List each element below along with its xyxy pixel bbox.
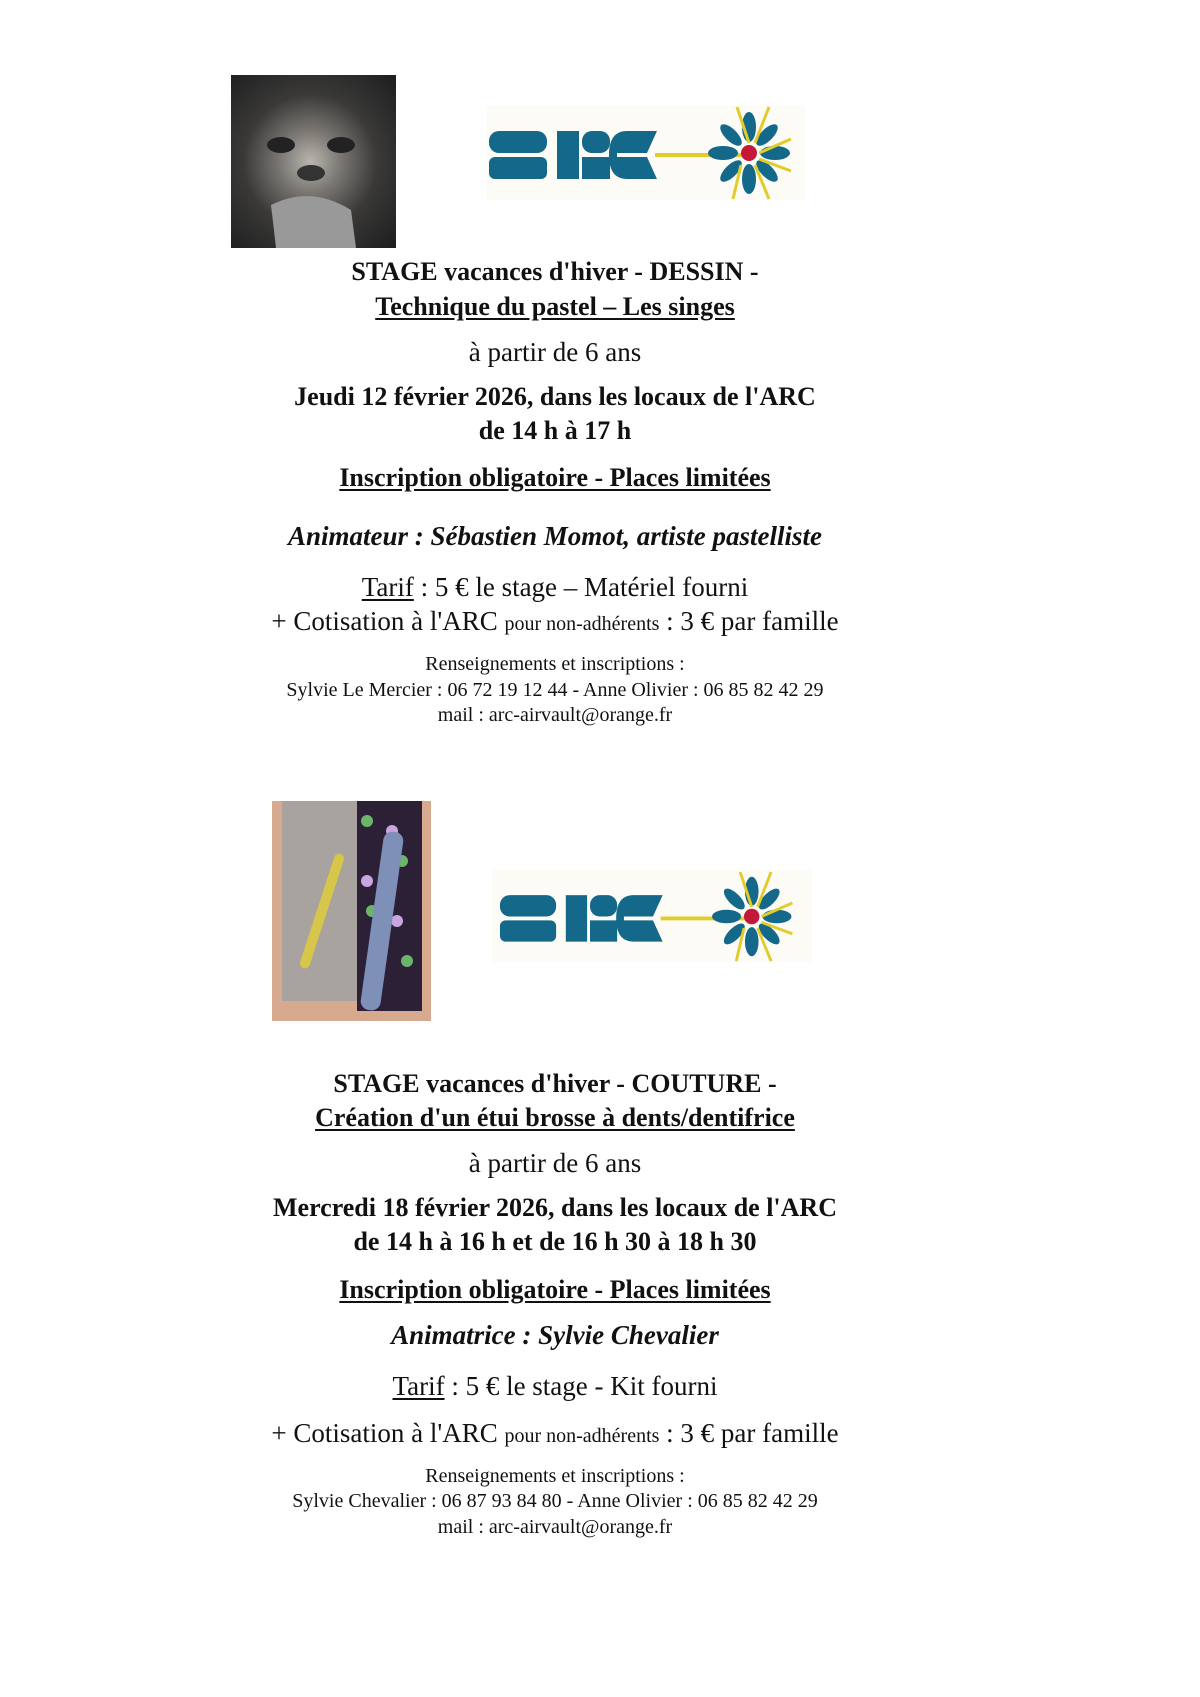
event-time: de 14 h à 17 h <box>478 416 632 445</box>
age-requirement: à partir de 6 ans <box>468 337 642 367</box>
event-date: Mercredi 18 février 2026, dans les locaux de l'ARC <box>273 1193 837 1222</box>
info-title: Renseignements et inscriptions : <box>425 653 685 675</box>
event-title: STAGE vacances d'hiver - DESSIN - <box>351 257 759 286</box>
arc-logo <box>492 870 812 962</box>
age-requirement: à partir de 6 ans <box>468 1148 642 1178</box>
fee-amount: : 3 € par famille <box>659 1418 839 1448</box>
membership-fee <box>0 608 1110 635</box>
tarif-value: : 5 € le stage - Kit fourni <box>444 1371 718 1401</box>
fee-label: + Cotisation à l'ARC <box>271 1418 505 1448</box>
registration-notice: Inscription obligatoire - Places limitées <box>339 463 771 492</box>
event-subtitle: Technique du pastel – Les singes <box>375 292 735 321</box>
event-host: Animateur : Sébastien Momot, artiste pastelliste <box>287 521 823 551</box>
info-title: Renseignements et inscriptions : <box>425 1465 685 1487</box>
arc-logo <box>487 105 805 200</box>
registration-notice: Inscription obligatoire - Places limitées <box>339 1275 771 1304</box>
fee-label: + Cotisation à l'ARC <box>271 606 505 636</box>
chimpanzee-drawing-image <box>231 75 396 248</box>
event-title: STAGE vacances d'hiver - COUTURE - <box>333 1069 777 1098</box>
contacts: Sylvie Chevalier : 06 87 93 84 80 - Anne Olivier : 06 85 82 42 29 <box>292 1490 818 1512</box>
tarif-label: Tarif <box>361 572 414 602</box>
membership-fee <box>0 1420 1110 1447</box>
event-host: Animatrice : Sylvie Chevalier <box>391 1320 719 1350</box>
event-time: de 14 h à 16 h et de 16 h 30 à 18 h 30 <box>353 1227 757 1256</box>
event-price <box>0 574 1110 601</box>
tarif-value: : 5 € le stage – Matériel fourni <box>413 572 749 602</box>
tarif-label: Tarif <box>392 1371 445 1401</box>
fee-condition: pour non-adhérents <box>504 613 660 635</box>
fee-condition: pour non-adhérents <box>504 1425 660 1447</box>
contacts: Sylvie Le Mercier : 06 72 19 12 44 - Anne Olivier : 06 85 82 42 29 <box>286 679 824 701</box>
contact-email[interactable]: mail : arc-airvault@orange.fr <box>437 704 673 726</box>
event-subtitle: Création d'un étui brosse à dents/dentifrice <box>315 1103 795 1132</box>
toothbrush-case-image <box>272 801 431 1021</box>
event-date: Jeudi 12 février 2026, dans les locaux de l'ARC <box>294 382 816 411</box>
fee-amount: : 3 € par famille <box>659 606 839 636</box>
event-price <box>0 1373 1110 1400</box>
contact-email[interactable]: mail : arc-airvault@orange.fr <box>437 1516 673 1538</box>
